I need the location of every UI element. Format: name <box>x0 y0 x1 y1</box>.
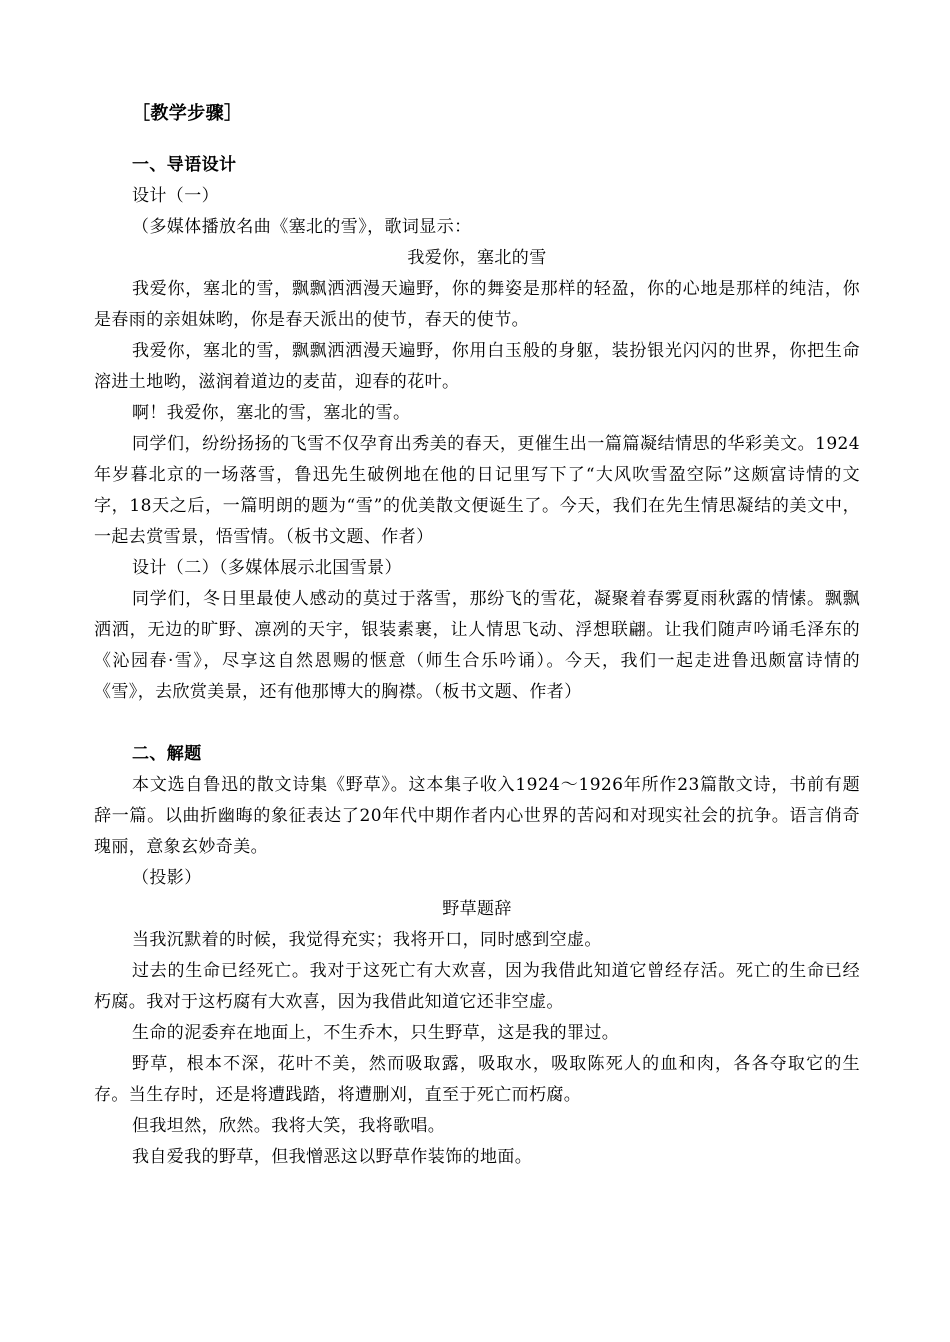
document-page <box>94 88 860 1173</box>
poem-title: 野草题辞 <box>442 899 512 919</box>
part2-heading: 二、解题 <box>132 744 202 764</box>
lyrics-paragraph: 我爱你，塞北的雪，飘飘洒洒漫天遍野，你的舞姿是那样的轻盈，你的心地是那样的纯洁，你是春雨的亲姐妹哟，你是春天派出的使节，春天的使节。 <box>94 279 860 330</box>
poem-paragraph: 过去的生命已经死亡。我对于这死亡有大欢喜，因为我借此知道它曾经存活。死亡的生命已经朽腐。我对于这朽腐有大欢喜，因为我借此知道它还非空虚。 <box>94 961 860 1012</box>
poem-paragraph: 我自爱我的野草，但我憎恶这以野草作装饰的地面。 <box>132 1147 533 1167</box>
lyrics-paragraph: 我爱你，塞北的雪，飘飘洒洒漫天遍野，你用白玉般的身躯，装扮银光闪闪的世界，你把生命溶进土地哟，滋润着道边的麦苗，迎春的花叶。 <box>94 341 860 392</box>
poem-paragraph: 野草，根本不深，花叶不美，然而吸取露，吸取水，吸取陈死人的血和肉，各各夺取它的生存。当生存时，还是将遭践踏，将遭删刈，直至于死亡而朽腐。 <box>94 1054 860 1105</box>
poem-paragraph: 生命的泥委弃在地面上，不生乔木，只生野草，这是我的罪过。 <box>132 1023 620 1043</box>
design1-label: 设计（一） <box>132 186 219 206</box>
part1-heading: 一、导语设计 <box>132 155 237 175</box>
design1-body: 同学们，纷纷扬扬的飞雪不仅孕育出秀美的春天，更催生出一篇篇凝结情思的华彩美文。1924年岁暮北京的一场落雪，鲁迅先生破例地在他的日记里写下了“大风吹雪盈空际”这颇富诗情的文字，18天之后，一篇明朗的题为“雪”的优美散文便诞生了。今天，我们在先生情思凝结的美文中，一起去赏雪景，悟雪情。（板书文题、作者） <box>94 434 860 547</box>
design2-body: 同学们，冬日里最使人感动的莫过于落雪，那纷飞的雪花，凝聚着春雾夏雨秋露的情愫。飘飘洒洒，无边的旷野、凛冽的天宇，银装素裹，让人情思飞动、浮想联翩。让我们随声吟诵毛泽东的《沁园春·雪》，尽享这自然恩赐的惬意（师生合乐吟诵）。今天，我们一起走进鲁迅颇富诗情的《雪》，去欣赏美景，还有他那博大的胸襟。（板书文题、作者） <box>94 589 860 702</box>
design2-label: 设计（二）（多媒体展示北国雪景） <box>132 558 402 578</box>
poem-paragraph: 当我沉默着的时候，我觉得充实；我将开口，同时感到空虚。 <box>132 930 602 950</box>
design1-intro: （多媒体播放名曲《塞北的雪》，歌词显示： <box>132 217 472 237</box>
projection-label: （投影） <box>132 868 202 888</box>
lyrics-paragraph: 啊！我爱你，塞北的雪，塞北的雪。 <box>132 403 411 423</box>
lyrics-title: 我爱你，塞北的雪 <box>407 248 547 268</box>
poem-paragraph: 但我坦然，欣然。我将大笑，我将歌唱。 <box>132 1116 446 1136</box>
part2-intro: 本文选自鲁迅的散文诗集《野草》。这本集子收入1924～1926年所作23篇散文诗，书前有题辞一篇。以曲折幽晦的象征表达了20年代中期作者内心世界的苦闷和对现实社会的抗争。语言俏奇瑰丽，意象玄妙奇美。 <box>94 775 860 857</box>
section-label: ［教学步骤］ <box>132 103 243 124</box>
